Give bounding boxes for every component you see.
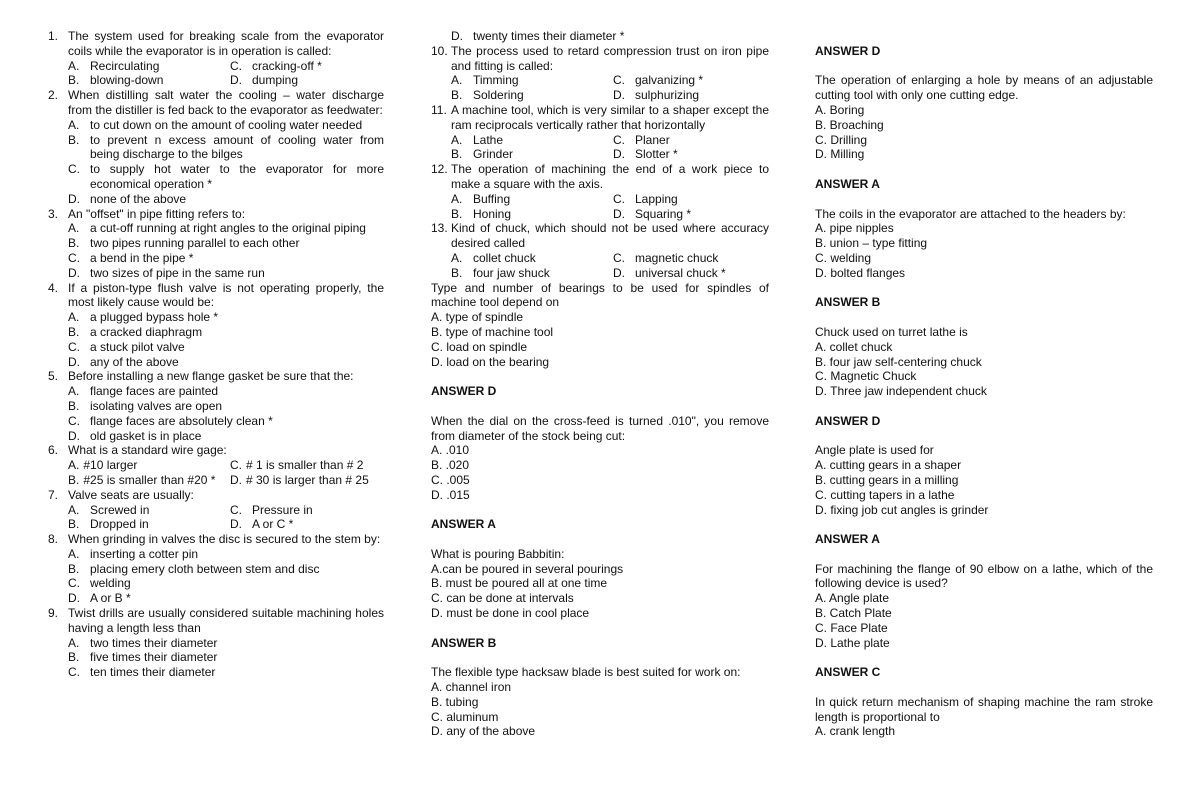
option-item xyxy=(68,473,230,488)
option-letter: B. xyxy=(68,517,80,532)
option-letter: A. xyxy=(68,117,80,132)
option-letter: B. xyxy=(451,88,463,103)
option-letter: A. xyxy=(68,310,80,325)
option-list xyxy=(68,118,384,207)
plain-question-item xyxy=(815,562,1153,680)
option-item: C. welding xyxy=(815,250,872,265)
option-item: B. union – type fitting xyxy=(815,236,928,251)
option-letter: D. xyxy=(68,591,80,606)
option-item: D. .015 xyxy=(431,487,470,502)
option-text: collet chuck xyxy=(473,250,536,265)
option-letter: C. xyxy=(68,665,80,680)
question-text: If a piston-type flush valve is not operating properly, the most likely cause would be: xyxy=(68,280,384,310)
option-text: any of the above xyxy=(90,354,179,369)
option-item: D. any of the above xyxy=(431,724,536,739)
question-text: The flexible type hacksaw blade is best suited for work on: xyxy=(431,665,741,680)
option-item xyxy=(68,414,384,429)
option-text: a stuck pilot valve xyxy=(90,339,185,354)
plain-question-item xyxy=(815,207,1153,311)
option-item: D. Three jaw independent chuck xyxy=(815,384,987,399)
option-text: Pressure in xyxy=(252,502,313,517)
column-left xyxy=(48,29,384,680)
option-text: # 1 is smaller than # 2 xyxy=(246,458,364,473)
option-letter: A. xyxy=(451,250,463,265)
question-text: Angle plate is used for xyxy=(815,443,934,458)
question-item xyxy=(48,488,384,532)
option-list xyxy=(68,384,384,443)
option-letter: D. xyxy=(613,88,625,103)
plain-question-item xyxy=(431,414,769,532)
option-letter: C. xyxy=(613,191,625,206)
plain-question-item xyxy=(431,281,769,399)
question-item xyxy=(431,44,769,103)
question-line xyxy=(48,369,384,384)
option-item xyxy=(68,503,230,518)
option-item: B. cutting gears in a milling xyxy=(815,472,959,487)
answer-label: ANSWER B xyxy=(431,635,497,650)
option-letter: D. xyxy=(613,147,625,162)
plain-question-item xyxy=(815,325,1153,429)
option-letter: C. xyxy=(613,73,625,88)
option-item xyxy=(68,73,230,88)
option-item: A.can be poured in several pourings xyxy=(431,561,624,576)
option-item xyxy=(68,384,384,399)
option-text: galvanizing * xyxy=(635,73,704,88)
answer-label: ANSWER D xyxy=(815,43,881,58)
option-text: two sizes of pipe in the same run xyxy=(90,265,265,280)
option-item: A. .010 xyxy=(431,443,470,458)
question-line xyxy=(48,532,384,547)
option-item: B. Broaching xyxy=(815,117,884,132)
option-item: C. cutting tapers in a lathe xyxy=(815,487,955,502)
option-text: placing emery cloth between stem and disc xyxy=(90,561,320,576)
question-item xyxy=(48,29,384,88)
option-item: A. cutting gears in a shaper xyxy=(815,458,962,473)
option-letter: D. xyxy=(68,265,80,280)
option-text: ten times their diameter xyxy=(90,665,216,680)
option-item: D. Milling xyxy=(815,147,865,162)
option-text: dumping xyxy=(252,73,299,88)
option-letter: C. xyxy=(230,58,242,73)
question-text: The process used to retard compression trust on iron pipe and fitting is called: xyxy=(451,43,769,73)
option-text: a plugged bypass hole * xyxy=(90,310,219,325)
option-item xyxy=(613,133,769,148)
option-text: Grinder xyxy=(473,147,514,162)
question-text: Before installing a new flange gasket be sure that the: xyxy=(68,369,354,384)
question-number: 2. xyxy=(48,88,59,103)
option-text: # 30 is larger than # 25 xyxy=(246,472,369,487)
option-letter: D. xyxy=(451,29,463,43)
option-text: a bend in the pipe * xyxy=(90,250,194,265)
question-line xyxy=(48,281,384,311)
option-text: universal chuck * xyxy=(635,265,726,280)
option-text: sulphurizing xyxy=(635,88,700,103)
option-letter: A. xyxy=(68,384,80,399)
option-text: five times their diameter xyxy=(90,650,218,665)
option-item xyxy=(451,88,613,103)
option-text: a cracked diaphragm xyxy=(90,324,203,339)
option-letter: D. xyxy=(613,206,625,221)
option-list xyxy=(68,636,384,680)
option-item: A. type of spindle xyxy=(431,310,524,325)
option-text: A or C * xyxy=(252,517,294,532)
question-number: 11. xyxy=(431,102,447,117)
question-text: The system used for breaking scale from the evaporator coils while the evaporator is in operation is called: xyxy=(68,29,384,58)
option-letter: C. xyxy=(230,458,242,473)
option-item xyxy=(230,517,384,532)
option-text: Soldering xyxy=(473,88,524,103)
option-item xyxy=(68,340,384,355)
question-text: Kind of chuck, which should not be used where accuracy desired called xyxy=(451,221,769,251)
question-number: 1. xyxy=(48,29,59,43)
option-text: a cut-off running at right angles to the original piping xyxy=(90,221,366,236)
option-list xyxy=(68,221,384,280)
option-item: A. channel iron xyxy=(431,680,512,695)
option-text: to cut down on the amount of cooling water needed xyxy=(90,117,363,132)
option-grid xyxy=(68,458,384,488)
option-item xyxy=(68,650,384,665)
question-text: The coils in the evaporator are attached to the headers by: xyxy=(815,206,1126,221)
option-letter: C. xyxy=(68,576,80,591)
option-letter: C. xyxy=(613,132,625,147)
option-text: flange faces are absolutely clean * xyxy=(90,413,273,428)
option-letter: D. xyxy=(68,191,80,206)
question-text: Type and number of bearings to be used for spindles of machine tool depend on xyxy=(431,280,769,310)
option-text: none of the above xyxy=(90,191,187,206)
question-text: An "offset" in pipe fitting refers to: xyxy=(68,206,246,221)
option-letter: C. xyxy=(68,413,80,428)
question-text: In quick return mechanism of shaping machine the ram stroke length is proportional to xyxy=(815,694,1153,724)
column-middle xyxy=(431,29,769,739)
option-text: to supply hot water to the evaporator for more economical operation * xyxy=(90,162,384,191)
option-letter: A. xyxy=(68,458,80,473)
question-number: 4. xyxy=(48,280,59,295)
option-letter: A. xyxy=(451,132,463,147)
option-item xyxy=(613,147,769,162)
option-letter: A. xyxy=(68,221,80,236)
option-text: cracking-off * xyxy=(252,58,322,73)
option-item xyxy=(68,355,384,370)
answer-label: ANSWER D xyxy=(431,384,497,399)
option-item: D. Lathe plate xyxy=(815,635,890,650)
option-item: B. .020 xyxy=(431,458,470,473)
option-item xyxy=(451,251,613,266)
question-item xyxy=(431,103,769,162)
option-text: isolating valves are open xyxy=(90,398,223,413)
option-item: D. fixing job cut angles is grinder xyxy=(815,502,989,517)
question-line xyxy=(48,88,384,118)
answer-label: ANSWER A xyxy=(815,532,880,547)
option-item xyxy=(68,429,384,444)
option-text: two pipes running parallel to each other xyxy=(90,236,300,251)
question-text: The operation of machining the end of a work piece to make a square with the axis. xyxy=(451,162,769,191)
option-item xyxy=(68,399,384,414)
option-item xyxy=(68,325,384,340)
option-item xyxy=(230,503,384,518)
option-item: C. Face Plate xyxy=(815,620,888,635)
option-text: magnetic chuck xyxy=(635,250,719,265)
option-text: #25 is smaller than #20 * xyxy=(83,472,216,487)
plain-question-item xyxy=(815,73,1153,191)
question-line xyxy=(431,221,769,251)
question-item xyxy=(48,606,384,680)
option-item: D. bolted flanges xyxy=(815,265,906,280)
option-letter: A. xyxy=(68,502,80,517)
question-number: 9. xyxy=(48,606,59,621)
option-grid xyxy=(68,503,384,533)
option-item xyxy=(68,665,384,680)
option-item xyxy=(68,517,230,532)
option-letter: A. xyxy=(68,58,80,73)
option-item: C. .005 xyxy=(431,472,470,487)
option-text: welding xyxy=(90,576,131,591)
option-item xyxy=(613,207,769,222)
answer-label: ANSWER A xyxy=(431,517,496,532)
question-text: Chuck used on turret lathe is xyxy=(815,324,968,339)
option-item xyxy=(230,59,384,74)
question-item xyxy=(48,207,384,281)
option-text: Lathe xyxy=(473,132,504,147)
option-grid xyxy=(68,59,384,89)
question-item xyxy=(48,281,384,370)
question-number: 12. xyxy=(431,162,448,177)
option-item xyxy=(68,636,384,651)
question-item xyxy=(431,162,769,221)
option-item xyxy=(68,59,230,74)
option-text: Lapping xyxy=(635,191,678,206)
option-item: A. Boring xyxy=(815,102,865,117)
option-letter: D. xyxy=(230,73,242,88)
question-number: 6. xyxy=(48,443,59,458)
option-letter: B. xyxy=(68,324,80,339)
option-letter: C. xyxy=(68,339,80,354)
option-text: old gasket is in place xyxy=(90,428,202,443)
option-letter: B. xyxy=(68,472,80,487)
option-item: A. crank length xyxy=(815,724,896,739)
option-item xyxy=(68,547,384,562)
option-item: C. load on spindle xyxy=(431,339,528,354)
option-grid xyxy=(451,192,769,222)
option-grid xyxy=(451,251,769,281)
option-item: B. four jaw self-centering chuck xyxy=(815,354,982,369)
option-text: Timming xyxy=(473,73,519,88)
answer-label: ANSWER A xyxy=(815,176,880,191)
question-item xyxy=(48,369,384,443)
option-item: C. can be done at intervals xyxy=(431,591,574,606)
question-line xyxy=(431,103,769,133)
option-text: blowing-down xyxy=(90,73,164,88)
option-text: Slotter * xyxy=(635,147,678,162)
question-number: 7. xyxy=(48,487,59,502)
option-item xyxy=(230,473,384,488)
option-item xyxy=(68,162,384,192)
question-text: What is pouring Babbitin: xyxy=(431,546,565,561)
option-item: B. must be poured all at one time xyxy=(431,576,608,591)
option-item: B. tubing xyxy=(431,694,479,709)
option-letter: D. xyxy=(230,472,242,487)
option-item xyxy=(68,310,384,325)
option-letter: A. xyxy=(68,635,80,650)
option-letter: B. xyxy=(451,265,463,280)
question-item xyxy=(48,532,384,606)
answer-label: ANSWER C xyxy=(815,665,881,680)
option-item xyxy=(451,147,613,162)
answer-label: ANSWER D xyxy=(815,413,881,428)
question-line xyxy=(48,207,384,222)
option-grid xyxy=(451,133,769,163)
question-text: Valve seats are usually: xyxy=(68,487,194,502)
question-line xyxy=(48,29,384,59)
option-item xyxy=(68,133,384,163)
option-item: C. Drilling xyxy=(815,132,868,147)
option-item xyxy=(613,266,769,281)
option-letter: C. xyxy=(68,162,80,177)
option-item xyxy=(451,133,613,148)
question-text: The operation of enlarging a hole by means of an adjustable cutting tool with only one cutting edge. xyxy=(815,73,1153,103)
option-item xyxy=(613,88,769,103)
question-line xyxy=(48,488,384,503)
option-letter: D. xyxy=(230,517,242,532)
option-item xyxy=(230,73,384,88)
option-text: two times their diameter xyxy=(90,635,218,650)
option-item xyxy=(68,576,384,591)
option-text: Screwed in xyxy=(90,502,150,517)
question-line xyxy=(48,606,384,636)
option-letter: B. xyxy=(68,561,80,576)
option-item xyxy=(613,192,769,207)
option-item: B. Catch Plate xyxy=(815,606,892,621)
option-item: C. Magnetic Chuck xyxy=(815,369,917,384)
plain-question-item xyxy=(815,443,1153,547)
plain-question-item xyxy=(815,695,1153,739)
option-item xyxy=(613,73,769,88)
option-item xyxy=(68,266,384,281)
option-item: A. collet chuck xyxy=(815,339,893,354)
option-item xyxy=(230,458,384,473)
option-letter: B. xyxy=(68,236,80,251)
option-item xyxy=(68,562,384,577)
question-line xyxy=(431,162,769,192)
answer-label: ANSWER B xyxy=(815,295,881,310)
option-text: Dropped in xyxy=(90,517,149,532)
option-text: Honing xyxy=(473,206,512,221)
option-letter: A. xyxy=(451,191,463,206)
option-letter: D. xyxy=(68,428,80,443)
option-grid xyxy=(451,73,769,103)
option-item: A. pipe nipples xyxy=(815,221,894,236)
option-letter: D. xyxy=(68,354,80,369)
option-letter: A. xyxy=(68,546,80,561)
option-list xyxy=(68,310,384,369)
option-item xyxy=(68,251,384,266)
option-item xyxy=(451,207,613,222)
option-text: A or B * xyxy=(90,591,131,606)
option-item xyxy=(68,236,384,251)
question-number: 13. xyxy=(431,221,448,236)
option-item xyxy=(68,221,384,236)
option-item: C. aluminum xyxy=(431,709,499,724)
option-text: Squaring * xyxy=(635,206,692,221)
option-item xyxy=(451,266,613,281)
option-item: D. load on the bearing xyxy=(431,354,550,369)
option-letter: B. xyxy=(451,206,463,221)
option-list xyxy=(68,547,384,606)
option-letter: B. xyxy=(68,650,80,665)
option-letter: A. xyxy=(451,73,463,88)
option-letter: C. xyxy=(68,250,80,265)
question-text: When the dial on the cross-feed is turned .010", you remove from diameter of the stock being cut: xyxy=(431,413,769,443)
option-letter: B. xyxy=(451,147,463,162)
option-letter: B. xyxy=(68,132,80,147)
option-item xyxy=(451,192,613,207)
option-item xyxy=(68,591,384,606)
option-text: inserting a cotter pin xyxy=(90,546,199,561)
question-number: 10. xyxy=(431,43,448,58)
option-text: to prevent n excess amount of cooling water from being discharge to the bilges xyxy=(90,132,384,162)
question-text: For machining the flange of 90 elbow on a lathe, which of the following device is used? xyxy=(815,561,1153,591)
option-text: #10 larger xyxy=(83,458,138,473)
question-text: Twist drills are usually considered suitable machining holes having a length less than xyxy=(68,606,384,635)
option-item: A. Angle plate xyxy=(815,591,890,606)
option-text: four jaw shuck xyxy=(473,265,550,280)
question-number: 3. xyxy=(48,206,59,221)
option-text: Buffing xyxy=(473,191,511,206)
option-text: flange faces are painted xyxy=(90,384,219,399)
question-number: 8. xyxy=(48,532,59,547)
plain-question-item xyxy=(431,547,769,651)
option-letter: C. xyxy=(230,502,242,517)
option-item xyxy=(451,29,769,44)
question-item xyxy=(431,221,769,280)
option-letter: C. xyxy=(613,250,625,265)
column-right xyxy=(815,29,1153,739)
question-text: What is a standard wire gage: xyxy=(68,443,227,458)
option-item xyxy=(68,118,384,133)
option-item xyxy=(451,73,613,88)
question-text: A machine tool, which is very similar to a shaper except the ram reciprocals vertically rather that horizontally xyxy=(451,102,769,132)
plain-question-item xyxy=(431,665,769,739)
option-letter: B. xyxy=(68,73,80,88)
question-text: When grinding in valves the disc is secured to the stem by: xyxy=(68,532,381,547)
question-number: 5. xyxy=(48,369,59,384)
question-text: When distilling salt water the cooling – water discharge from the distiller is fed back to the evaporator as feedwater: xyxy=(68,88,384,117)
option-text: Planer xyxy=(635,132,670,147)
question-item xyxy=(48,443,384,487)
option-item: D. must be done in cool place xyxy=(431,606,590,621)
option-letter: B. xyxy=(68,398,80,413)
option-item xyxy=(68,458,230,473)
question-line xyxy=(431,44,769,74)
question-line xyxy=(48,443,384,458)
question-item xyxy=(48,88,384,206)
option-text: Recirculating xyxy=(90,58,160,73)
option-item xyxy=(613,251,769,266)
option-text: twenty times their diameter * xyxy=(473,29,625,43)
option-list xyxy=(451,29,769,44)
option-item: B. type of machine tool xyxy=(431,324,554,339)
option-item xyxy=(68,192,384,207)
option-letter: D. xyxy=(613,265,625,280)
